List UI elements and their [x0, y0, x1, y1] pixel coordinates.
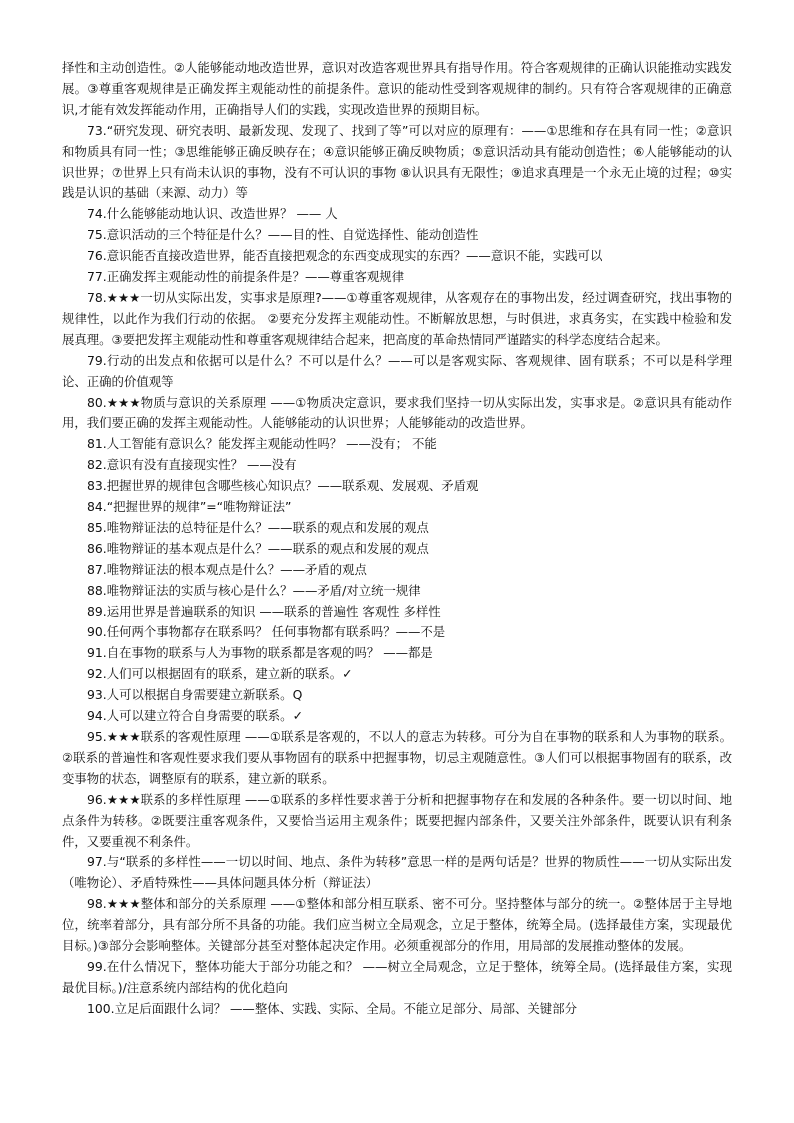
paragraph-99: 99.在什么情况下，整体功能大于部分功能之和？ ——树立全局观念，立足于整体，统筹全局。(选择最佳方案，实现最优目标。)/注意系统内部结构的优化趋向 — [62, 958, 732, 995]
paragraph-87: 87.唯物辩证法的根本观点是什么？——矛盾的观点 — [87, 561, 367, 577]
paragraph-86: 86.唯物辩证的基本观点是什么？——联系的观点和发展的观点 — [87, 540, 429, 556]
paragraph-84: 84.“把握世界的规律”=“唯物辩证法” — [87, 499, 292, 515]
paragraph-89: 89.运用世界是普遍联系的知识 ——联系的普遍性 客观性 多样性 — [87, 603, 441, 619]
paragraph-95: 95.★★★联系的客观性原理 ——①联系是客观的，不以人的意志为转移。可分为自在事物的联系和人为事物的联系。②联系的普遍性和客观性要求我们要从事物固有的联系中把握事物，切忌主观随意性。③人们可以根据事物固有的联系，改变事物的状态，调整原有的联系，建立新的联系。 — [62, 729, 732, 786]
paragraph-92: 92.人们可以根据固有的联系，建立新的联系。✓ — [87, 666, 353, 682]
paragraph-98: 98.★★★整体和部分的关系原理 ——①整体和部分相互联系、密不可分。坚持整体与部分的统一。②整体居于主导地位，统率着部分，具有部分所不具备的功能。我们应当树立全局观念，立足于整体，统筹全局。(选择最佳方案，实现最优目标。)③部分会影响整体。关键部分甚至对整体起决定作用。必须重视部分的作用，用局部的发展推动整体的发展。 — [62, 896, 732, 954]
paragraph-80: 80.★★★物质与意识的关系原理 ——①物质决定意识，要求我们坚持一切从实际出发，实事求是。②意识具有能动作用，我们要正确的发挥主观能动性。人能够能动的认识世界；人能够能动的改造世界。 — [62, 394, 732, 431]
paragraph-81: 81.人工智能有意识么？能发挥主观能动性吗？ ——没有； 不能 — [87, 436, 437, 452]
paragraph-78: 78.★★★一切从实际出发，实事求是原理?——①尊重客观规律，从客观存在的事物出发，经过调查研究，找出事物的规律性，以此作为我们行动的依据。 ②要充分发挥主观能动性。不断解放思想，与时俱进，求真务实，在实践中检验和发展真理。③要把发挥主观能动性和尊重客观规律结合起来，把高度的革命热情同严谨踏实的科学态度结合起来。 — [62, 289, 732, 347]
paragraph-82: 82.意识有没有直接现实性？ ——没有 — [87, 457, 297, 473]
paragraph-93: 93.人可以根据自身需要建立新联系。Q — [87, 687, 303, 703]
paragraph-100: 100.立足后面跟什么词？ ——整体、实践、实际、全局。不能立足部分、局部、关键部分 — [87, 1000, 577, 1016]
paragraph-88: 88.唯物辩证法的实质与核心是什么？——矛盾/对立统一规律 — [87, 582, 421, 598]
paragraph-91: 91.自在事物的联系与人为事物的联系都是客观的吗？ ——都是 — [87, 645, 433, 661]
paragraph-continuation: 择性和主动创造性。②人能够能动地改造世界，意识对改造客观世界具有指导作用。符合客观规律的正确认识能推动实践发展。③尊重客观规律是正确发挥主观能动性的前提条件。意识的能动性受到客观规律的制约。只有符合客观规律的正确意识,才能有效发挥能动作用，正确指导人们的实践，实现改造世界的预期目标。 — [62, 60, 732, 117]
paragraph-83: 83.把握世界的规律包含哪些核心知识点？——联系观、发展观、矛盾观 — [87, 478, 479, 494]
paragraph-94: 94.人可以建立符合自身需要的联系。✓ — [87, 708, 303, 724]
paragraph-79: 79.行动的出发点和依据可以是什么？不可以是什么？——可以是客观实际、客观规律、固有联系；不可以是科学理论、正确的价值观等 — [62, 352, 732, 389]
paragraph-97: 97.与“联系的多样性——一切以时间、地点、条件为转移”意思一样的是两句话是？世界的物质性——一切从实际出发（唯物论）、矛盾特殊性——具体问题具体分析（辩证法） — [62, 854, 732, 891]
paragraph-85: 85.唯物辩证法的总特征是什么？——联系的观点和发展的观点 — [87, 519, 429, 535]
paragraph-77: 77.正确发挥主观能动性的前提条件是？——尊重客观规律 — [87, 269, 405, 285]
paragraph-73: 73.“研究发现、研究表明、最新发现、发现了、找到了等”可以对应的原理有：——①思维和存在具有同一性；②意识和物质具有同一性；③思维能够正确反映存在；④意识能够正确反映物质；⑤意识活动具有能动创造性；⑥人能够能动的认识世界；⑦世界上只有尚未认识的事物，没有不可认识的事物 ⑧认识具有无限性；⑨追求真理是一个永无止境的过程；⑩实践是认识的基础（来源、动力）等 — [62, 122, 732, 201]
paragraph-90: 90.任何两个事物都存在联系吗？ 任何事物都有联系吗？——不是 — [87, 624, 446, 640]
paragraph-75: 75.意识活动的三个特征是什么？——目的性、自觉选择性、能动创造性 — [87, 227, 479, 243]
paragraph-76: 76.意识能否直接改造世界，能否直接把观念的东西变成现实的东西？——意识不能，实践可以 — [87, 248, 603, 264]
paragraph-96: 96.★★★联系的多样性原理 ——①联系的多样性要求善于分析和把握事物存在和发展的各种条件。要一切以时间、地点条件为转移。②既要注重客观条件，又要恰当运用主观条件；既要把握内部条件，又要关注外部条件，既要认识有利条件，又要重视不利条件。 — [62, 791, 732, 849]
paragraph-74: 74.什么能够能动地认识、改造世界？ —— 人 — [87, 206, 338, 222]
